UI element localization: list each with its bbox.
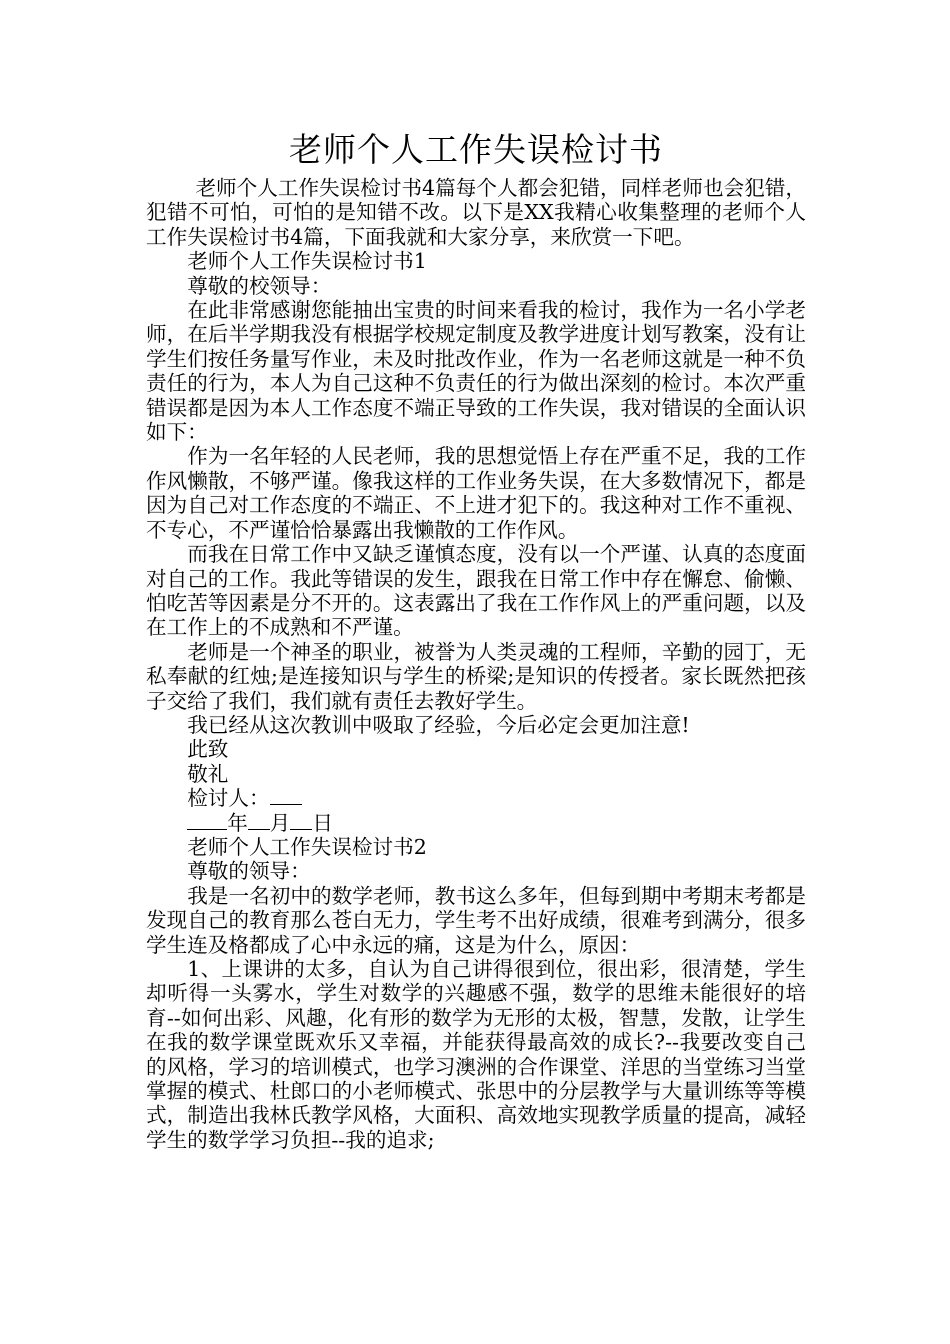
body-paragraph: 我是一名初中的数学老师，教书这么多年，但每到期中考期末考都是发现自己的教育那么苍白无力，学生考不出好成绩，很难考到满分，很多学生连及格都成了心中永远的痛，这是为什么，原因： [146, 883, 806, 957]
closing-line: 此致 [187, 737, 229, 762]
document-title: 老师个人工作失误检讨书 [289, 130, 663, 169]
day-blank [290, 811, 312, 830]
body-paragraph: 在此非常感谢您能抽出宝贵的时间来看我的检讨，我作为一名小学老师，在后半学期我没有根据学校规定制度及教学进度计划写教案，没有让学生们按任务量写作业，未及时批改作业，作为一名老师这就是一种不负责任的行为，本人为自己这种不负责任的行为做出深刻的检讨。本次严重错误都是因为本人工作态度不端正导致的工作失误，我对错误的全面认识如下： [146, 298, 806, 445]
body-paragraph: 作为一名年轻的人民老师，我的思想觉悟上存在严重不足，我的工作作风懒散，不够严谨。像我这样的工作业务失误，在大多数情况下，都是因为自己对工作态度的不端正、不上进才犯下的。我这种对工作不重视、不专心，不严谨恰恰暴露出我懒散的工作作风。 [146, 444, 806, 542]
body-paragraph: 我已经从这次教训中吸取了经验，今后必定会更加注意! [187, 712, 690, 737]
salutation-1: 尊敬的校领导： [187, 273, 332, 298]
document-page [146, 128, 806, 1152]
section-heading-1: 老师个人工作失误检讨书1 [187, 249, 427, 274]
signature-label: 检讨人： [187, 786, 270, 811]
signature-line [146, 786, 806, 810]
date-line [146, 811, 806, 835]
body-paragraph: 老师是一个神圣的职业，被誉为人类灵魂的工程师，辛勤的园丁，无私奉献的红烛;是连接知识与学生的桥梁;是知识的传授者。家长既然把孩子交给了我们，我们就有责任去教好学生。 [146, 639, 806, 713]
body-paragraph: 而我在日常工作中又缺乏谨慎态度，没有以一个严谨、认真的态度面对自己的工作。我此等错误的发生，跟我在日常工作中存在懈怠、偷懒、怕吃苦等因素是分不开的。这表露出了我在工作作风上的严重问题，以及在工作上的不成熟和不严谨。 [146, 542, 806, 640]
closing-line: 敬礼 [187, 761, 229, 786]
year-blank [187, 811, 227, 830]
signature-blank [270, 786, 302, 805]
date-day-label: 日 [312, 810, 333, 835]
date-month-label: 月 [269, 810, 291, 835]
section-heading-2: 老师个人工作失误检讨书2 [187, 834, 427, 859]
intro-paragraph: 老师个人工作失误检讨书4篇每个人都会犯错，同样老师也会犯错，犯错不可怕，可怕的是知错不改。以下是XX我精心收集整理的老师个人工作失误检讨书4篇，下面我就和大家分享，来欣赏一下吧。 [146, 176, 806, 249]
body-paragraph: 1、上课讲的太多，自认为自己讲得很到位，很出彩，很清楚，学生却听得一头雾水，学生对数学的兴趣感不强，数学的思维未能很好的培育--如何出彩、风趣，化有形的数学为无形的太极，智慧，发散，让学生在我的数学课堂既欢乐又幸福，并能获得最高效的成长?--我要改变自己的风格，学习的培训模式，也学习澳洲的合作课堂、洋思的当堂练习当堂掌握的模式、杜郎口的小老师模式、张思中的分层教学与大量训练等等模式，制造出我林氏教学风格，大面积、高效地实现教学质量的提高，减轻学生的数学学习负担--我的追求; [146, 957, 806, 1152]
salutation-2: 尊敬的领导： [187, 859, 311, 884]
month-blank [248, 811, 270, 830]
date-year-label: 年 [227, 810, 248, 835]
